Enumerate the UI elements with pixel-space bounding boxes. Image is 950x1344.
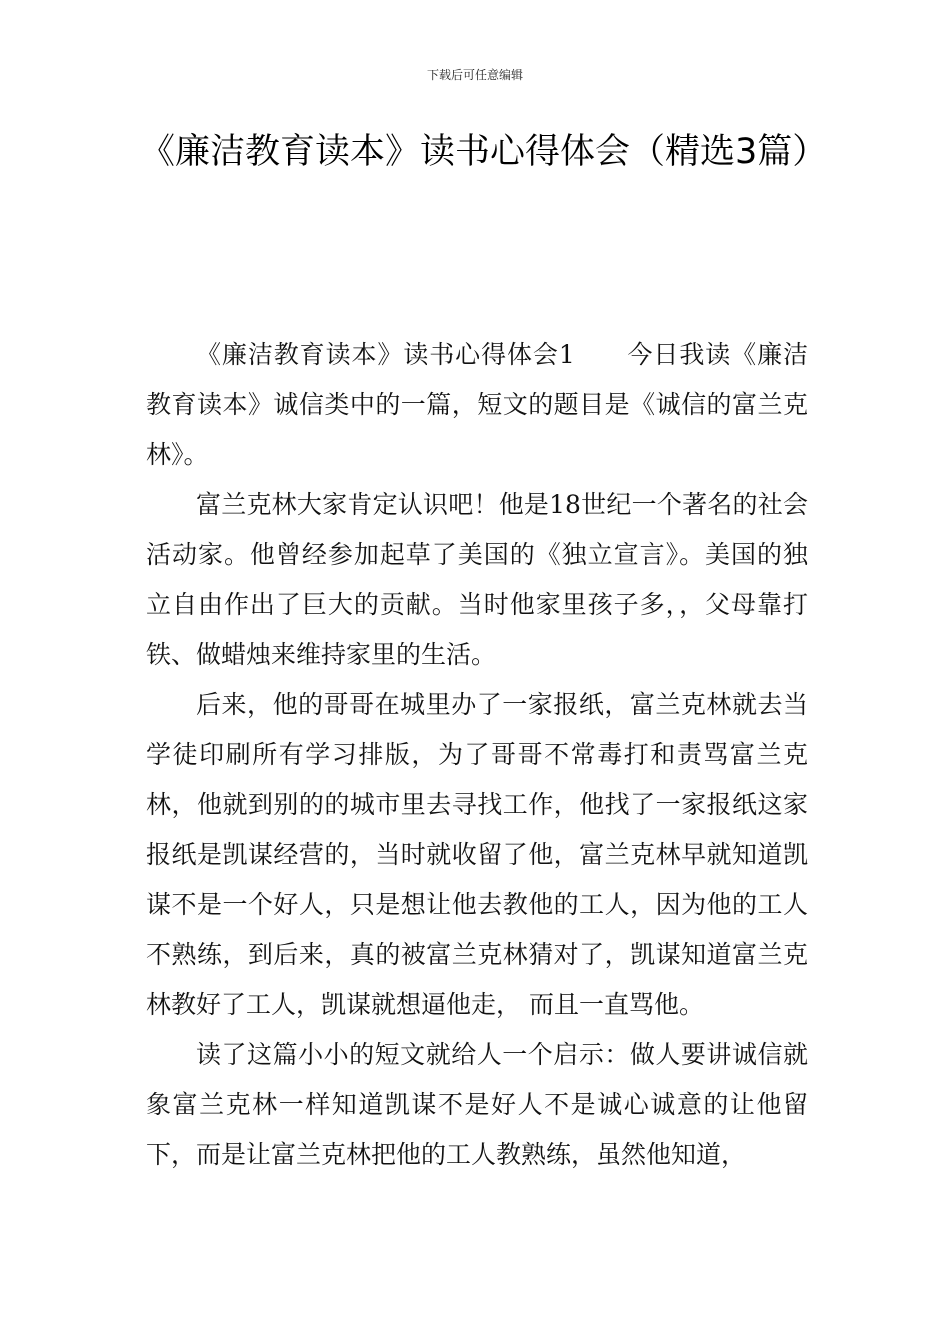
document-body	[146, 330, 808, 1180]
paragraph-2: 富兰克林大家肯定认识吧！他是18世纪一个著名的社会活动家。他曾经参加起草了美国的《独立宣言》。美国的独立自由作出了巨大的贡献。当时他家里孩子多，，父母靠打铁、做蜡烛来维持家里的生活。	[146, 490, 808, 669]
paragraph-4: 读了这篇小小的短文就给人一个启示：做人要讲诚信就象富兰克林一样知道凯谋不是好人不是诚心诚意的让他留下，而是让富兰克林把他的工人教熟练，虽然他知道，	[146, 1040, 808, 1169]
header-note: 下载后可任意编辑	[426, 68, 523, 82]
document-title: 《廉洁教育读本》读书心得体会（精选3篇）	[140, 132, 828, 172]
paragraph-1: 《廉洁教育读本》读书心得体会1 今日我读《廉洁教育读本》诚信类中的一篇，短文的题目是《诚信的富兰克林》。	[146, 340, 808, 469]
paragraph-3: 后来，他的哥哥在城里办了一家报纸，富兰克林就去当学徒印刷所有学习排版，为了哥哥不常毒打和责骂富兰克林，他就到别的的城市里去寻找工作，他找了一家报纸这家报纸是凯谋经营的，当时就收留了他，富兰克林早就知道凯谋不是一个好人，只是想让他去教他的工人，因为他的工人不熟练，到后来，真的被富兰克林猜对了，凯谋知道富兰克林教好了工人，凯谋就想逼他走， 而且一直骂他。	[146, 690, 808, 1019]
